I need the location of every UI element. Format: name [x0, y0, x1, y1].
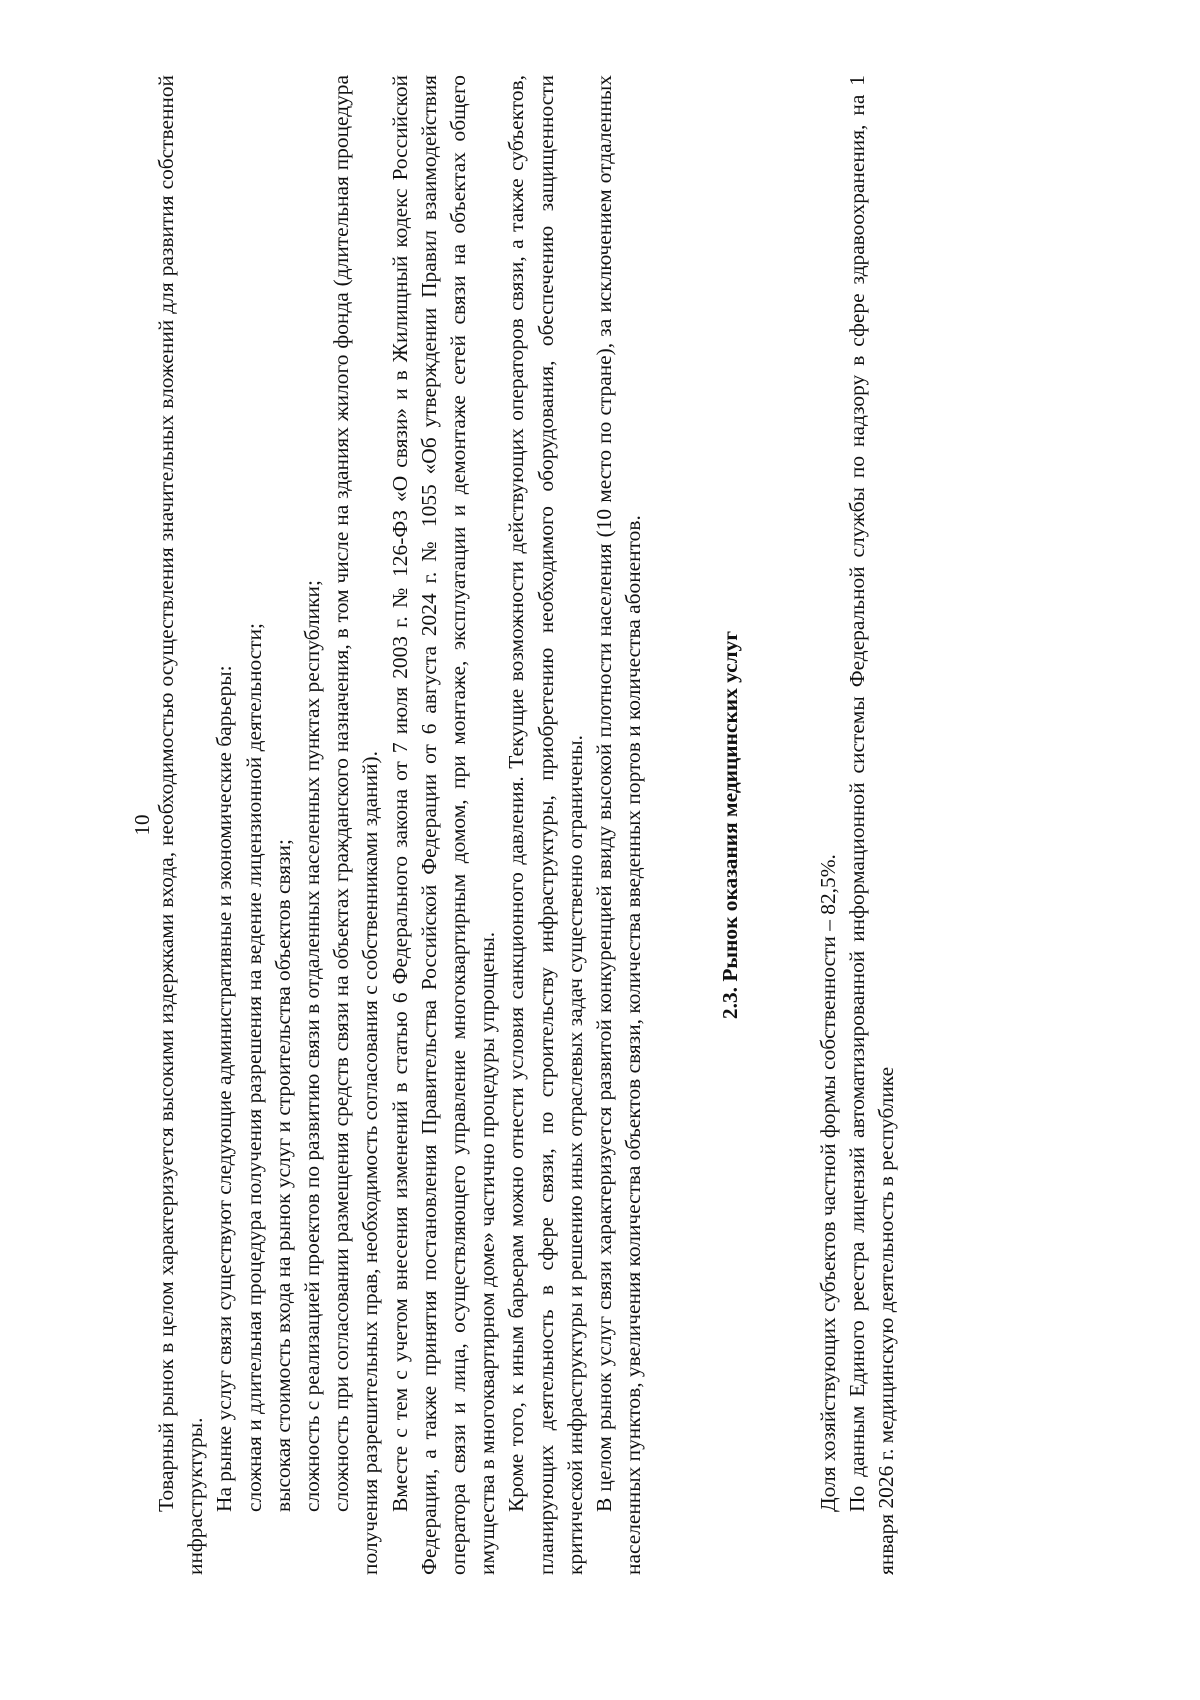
- paragraph-competition: В целом рынок услуг связи характеризуется развитой конкуренцией ввиду высокой плотности населения (10 место по стране), за исключением отдаленных населенных пунктов, увеличения количества объектов связи, количества введенных портов и количества абонентов.: [592, 75, 646, 1575]
- paragraph-sanctions: Кроме того, к иным барьерам можно отнести условия санкционного давления. Текущие возможности действующих операторов связи, а также субъектов, планирующих деятельность в сфере связи, по строительству инфраструктуры, приобретению необходимого оборудования, обеспечению защищенности критической инфраструктуры и решению иных отраслевых задач существенно ограничены.: [504, 75, 587, 1575]
- list-item: сложность при согласовании размещения средств связи на объектах гражданского назначения, в том числе на зданиях жилого фонда (длительная процедура получения разрешительных прав, необходимость согласования с собственниками зданий).: [329, 75, 383, 1575]
- paragraph-barriers-intro: На рынке услуг связи существуют следующие административные и экономические барьеры:: [212, 665, 237, 1512]
- section-heading: 2.3. Рынок оказания медицинских услуг: [718, 630, 743, 1020]
- list-item: сложность с реализацией проектов по развитию связи в отдаленных населенных пунктах республики;: [300, 580, 325, 1512]
- rotated-document-page: [130, 75, 1200, 1575]
- list-item: высокая стоимость входа на рынок услуг и строительства объектов связи;: [270, 839, 295, 1512]
- paragraph-license-registry: По данным Единого реестра лицензий автоматизированной информационной системы Федеральной службы по надзору в сфере здравоохранения, на 1 января 2026 г. медицинскую деятельность в республике: [844, 75, 899, 1575]
- page-number: 10: [130, 814, 154, 836]
- barriers-list: [240, 75, 386, 1575]
- paragraph-private-share: Доля хозяйствующих субъектов частной формы собственности – 82,5%.: [815, 854, 840, 1512]
- paragraph-legislation-changes: Вместе с тем с учетом внесения изменений в статью 6 Федерального закона от 7 июля 2003 г. № 126-ФЗ «О связи» и в Жилищный кодекс Российской Федерации, а также принятия постановления Правительства Российской Федерации от 6 августа 2024 г. № 1055 «Об утверждении Правил взаимодействия оператора связи и лица, осуществляющего управление многоквартирным домом, при монтаже, эксплуатации и демонтаже сетей связи на объектах общего имущества в многоквартирном доме» частично процедуры упрощены.: [387, 75, 500, 1575]
- document-body: [152, 75, 901, 1575]
- list-item: сложная и длительная процедура получения разрешения на ведение лицензионной деятельности;: [241, 623, 266, 1512]
- paragraph-market-overview: Товарный рынок в целом характеризуется высокими издержками входа, необходимостью осуществления значительных вложений для развития собственной инфраструктуры.: [154, 75, 208, 1575]
